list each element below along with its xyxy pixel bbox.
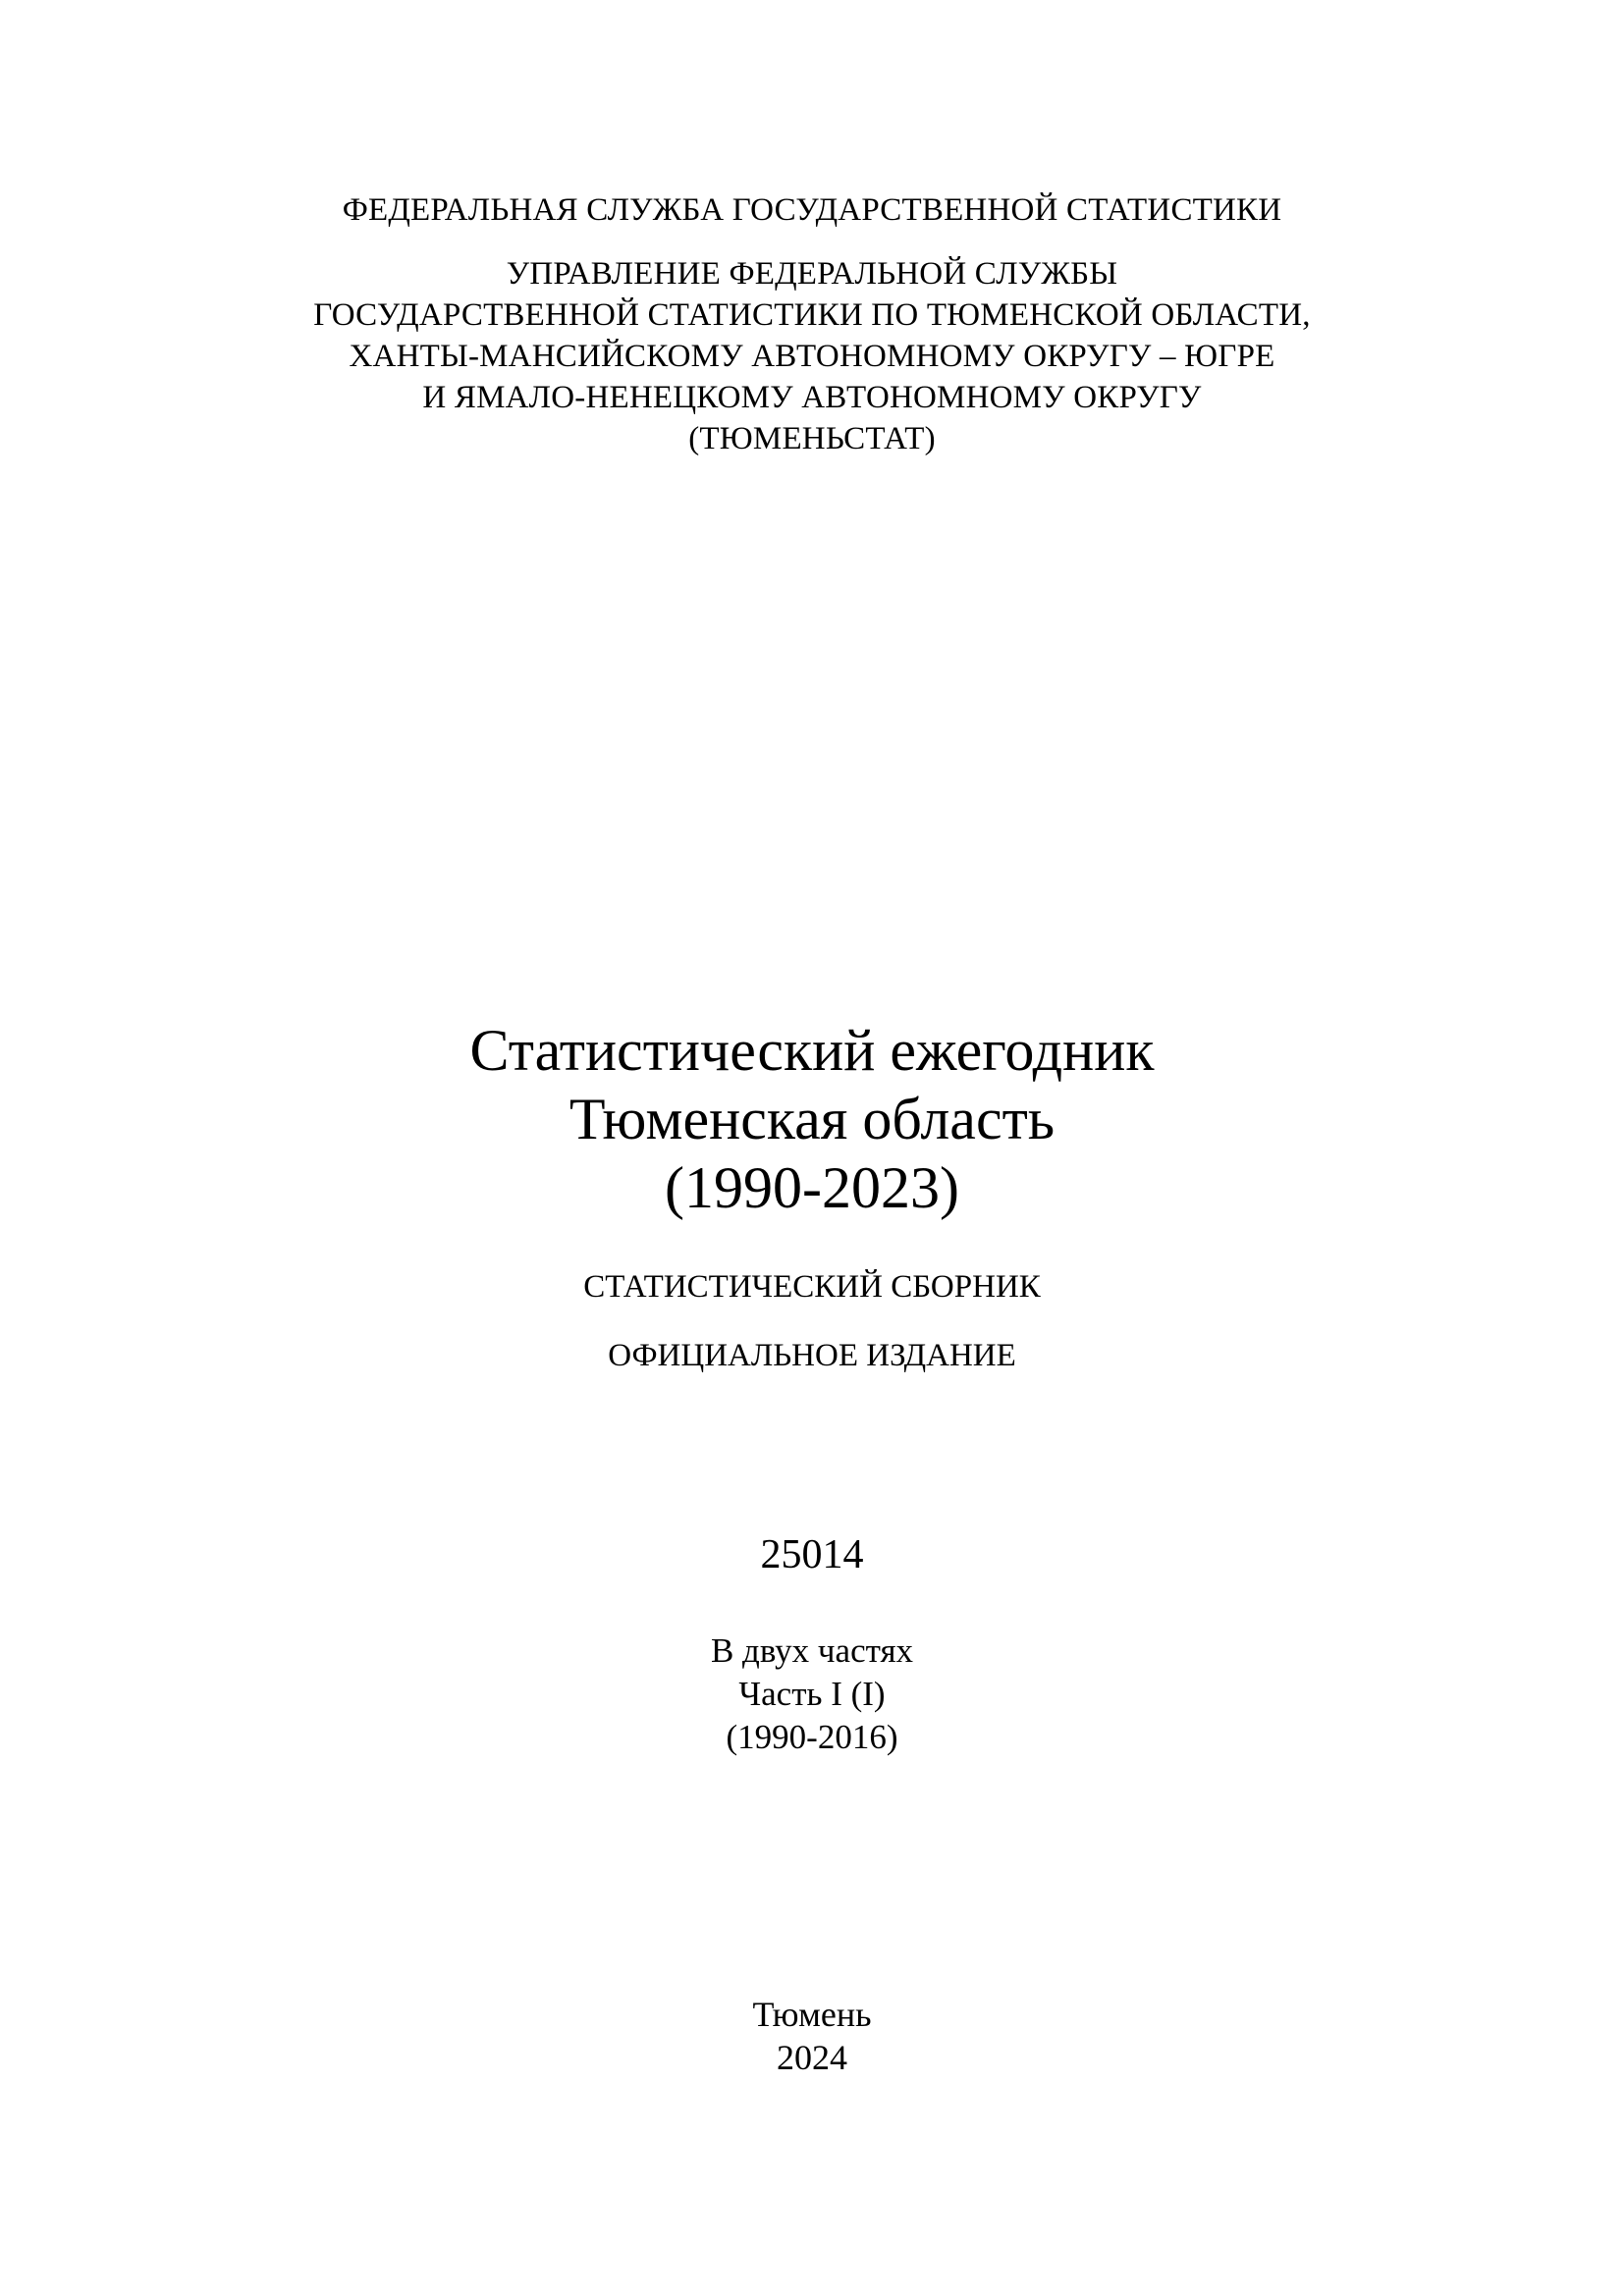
department-line-4: И ЯМАЛО-НЕНЕЦКОМУ АВТОНОМНОМУ ОКРУГУ xyxy=(422,380,1202,415)
parts-line-2: Часть I (I) xyxy=(738,1675,886,1713)
title-line-2: Тюменская область xyxy=(568,1087,1056,1151)
parts-line-1: В двух частях xyxy=(710,1631,914,1670)
title-line-3: (1990-2023) xyxy=(665,1155,959,1220)
edition-label xyxy=(0,1335,1624,1376)
publication-title xyxy=(0,1016,1624,1222)
department-line-1: УПРАВЛЕНИЕ ФЕДЕРАЛЬНОЙ СЛУЖБЫ xyxy=(506,256,1118,292)
agency-line: ФЕДЕРАЛЬНАЯ СЛУЖБА ГОСУДАРСТВЕННОЙ СТАТИСТИКИ xyxy=(342,192,1282,228)
edition-text: ОФИЦИАЛЬНОЕ ИЗДАНИЕ xyxy=(608,1338,1016,1373)
imprint-city: Тюмень xyxy=(752,1995,872,2034)
department-line-2: ГОСУДАРСТВЕННОЙ СТАТИСТИКИ ПО ТЮМЕНСКОЙ ОБЛАСТИ, xyxy=(313,297,1311,333)
subtitle-text: СТАТИСТИЧЕСКИЙ СБОРНИК xyxy=(583,1269,1041,1305)
department-line-5: (ТЮМЕНЬСТАТ) xyxy=(688,421,936,456)
imprint-year: 2024 xyxy=(777,2038,847,2077)
code-text: 25014 xyxy=(760,1532,864,1577)
publication-type xyxy=(0,1266,1624,1308)
agency-name xyxy=(0,189,1624,231)
catalog-code xyxy=(0,1529,1624,1580)
department-name xyxy=(0,253,1624,459)
department-line-3: ХАНТЫ-МАНСИЙСКОМУ АВТОНОМНОМУ ОКРУГУ – ЮГРЕ xyxy=(349,339,1275,374)
title-line-1: Статистический ежегодник xyxy=(469,1018,1155,1083)
parts-line-3: (1990-2016) xyxy=(726,1718,898,1756)
imprint xyxy=(0,1993,1624,2079)
volume-parts xyxy=(0,1629,1624,1759)
